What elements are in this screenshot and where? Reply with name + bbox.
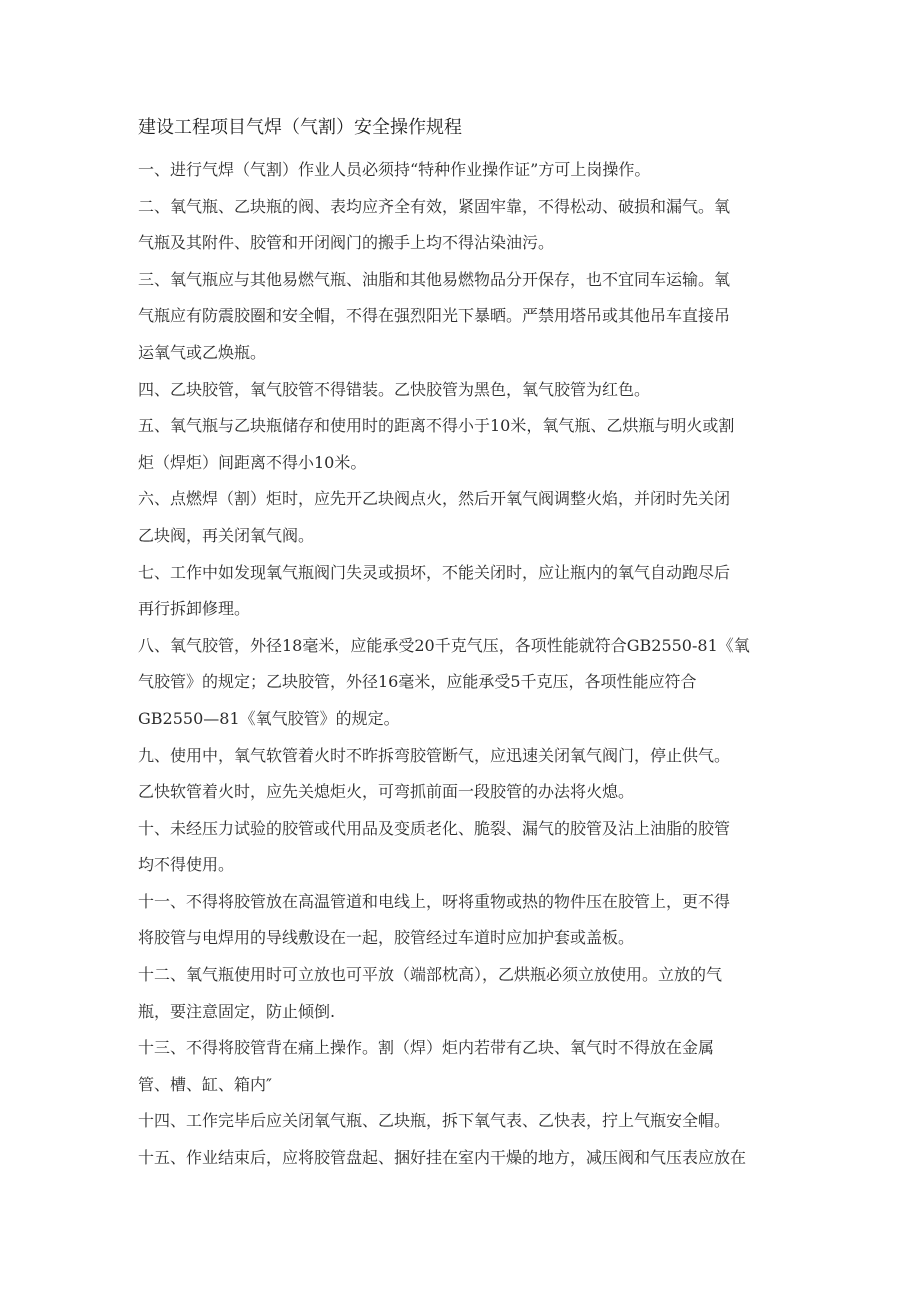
paragraph-8 bbox=[138, 628, 788, 738]
paragraph-line: 六、点燃焊（割）炬时，应先开乙块阀点火，然后开氧气阀调整火焰，并闭时先关闭 bbox=[138, 489, 731, 509]
paragraph-line: 九、使用中，氧气软管着火时不昨拆弯胶管断气，应迅速关闭氧气阀门，停止供气。 bbox=[138, 745, 731, 765]
paragraph-line: 十四、工作完毕后应关闭氧气瓶、乙块瓶，拆下氧气表、乙快表，拧上气瓶安全帽。 bbox=[138, 1111, 731, 1131]
paragraph-line: 均不得使用。 bbox=[138, 855, 235, 875]
paragraph-9 bbox=[138, 738, 788, 811]
paragraph-6 bbox=[138, 481, 788, 554]
paragraph-13 bbox=[138, 1030, 788, 1103]
paragraph-line: 管、槽、缸、箱内″ bbox=[138, 1074, 272, 1094]
paragraph-line: 炬（焊炬）间距离不得小10米。 bbox=[138, 452, 367, 472]
document-body bbox=[138, 114, 788, 1177]
paragraph-10 bbox=[138, 811, 788, 884]
paragraph-line: 八、氧气胶管，外径18毫米，应能承受20千克气压，各项性能就符合GB2550-81《氧 bbox=[138, 635, 750, 655]
paragraph-14 bbox=[138, 1103, 788, 1140]
paragraph-15 bbox=[138, 1140, 788, 1177]
paragraph-2 bbox=[138, 189, 788, 262]
paragraph-line: 气胶管》的规定；乙块胶管，外径16毫米，应能承受5千克压，各项性能应符合 bbox=[138, 672, 697, 692]
paragraph-4 bbox=[138, 372, 788, 409]
paragraph-line: 十一、不得将胶管放在高温管道和电线上，呀将重物或热的物件压在胶管上，更不得 bbox=[138, 891, 731, 911]
paragraph-line: 七、工作中如发现氧气瓶阀门失灵或损坏，不能关闭时，应让瓶内的氧气自动跑尽后 bbox=[138, 562, 731, 582]
paragraph-3 bbox=[138, 262, 788, 372]
paragraph-line: 十五、作业结束后，应将胶管盘起、捆好挂在室内干燥的地方，减压阀和气压表应放在 bbox=[138, 1148, 747, 1168]
paragraph-line: 四、乙块胶管，氧气胶管不得错装。乙快胶管为黑色，氧气胶管为红色。 bbox=[138, 379, 651, 399]
paragraph-list bbox=[138, 152, 788, 1177]
paragraph-line: 十三、不得将胶管背在痛上操作。割（焊）炬内若带有乙块、氧气时不得放在金属 bbox=[138, 1038, 715, 1058]
paragraph-line: 乙快软管着火时，应先关熄炬火，可弯抓前面一段胶管的办法将火熄。 bbox=[138, 782, 635, 802]
paragraph-line: 再行拆卸修理。 bbox=[138, 599, 251, 619]
paragraph-line: 气瓶应有防震胶圈和安全帽，不得在强烈阳光下暴晒。严禁用塔吊或其他吊车直接吊 bbox=[138, 306, 731, 326]
paragraph-line: 气瓶及其附件、胶管和开闭阀门的搬手上均不得沾染油污。 bbox=[138, 233, 555, 253]
paragraph-line: 乙块阀，再关闭氧气阀。 bbox=[138, 525, 315, 545]
paragraph-11 bbox=[138, 884, 788, 957]
paragraph-5 bbox=[138, 408, 788, 481]
paragraph-line: 将胶管与电焊用的导线敷设在一起，胶管经过车道时应加护套或盖板。 bbox=[138, 928, 635, 948]
document-title: 建设工程项目气焊（气割）安全操作规程 bbox=[138, 117, 462, 138]
paragraph-line: 十、未经压力试验的胶管或代用品及变质老化、脆裂、漏气的胶管及沾上油脂的胶管 bbox=[138, 818, 731, 838]
paragraph-line: 瓶，要注意固定，防止倾倒. bbox=[138, 1001, 336, 1021]
paragraph-line: 十二、氧气瓶使用时可立放也可平放（端部枕高），乙烘瓶必须立放使用。立放的气 bbox=[138, 965, 723, 985]
paragraph-line: 运氧气或乙焕瓶。 bbox=[138, 342, 267, 362]
paragraph-line: GB2550—81《氧气胶管》的规定。 bbox=[138, 708, 400, 728]
paragraph-line: 一、进行气焊（气割）作业人员必须持“特种作业操作证”方可上岗操作。 bbox=[138, 160, 651, 179]
paragraph-12 bbox=[138, 957, 788, 1030]
paragraph-line: 五、氧气瓶与乙块瓶储存和使用时的距离不得小于10米，氧气瓶、乙烘瓶与明火或割 bbox=[138, 416, 735, 436]
paragraph-7 bbox=[138, 555, 788, 628]
paragraph-1 bbox=[138, 152, 788, 189]
paragraph-line: 二、氧气瓶、乙块瓶的阀、表均应齐全有效，紧固牢靠，不得松动、破损和漏气。氧 bbox=[138, 196, 731, 216]
paragraph-line: 三、氧气瓶应与其他易燃气瓶、油脂和其他易燃物品分开保存，也不宜同车运输。氧 bbox=[138, 269, 731, 289]
